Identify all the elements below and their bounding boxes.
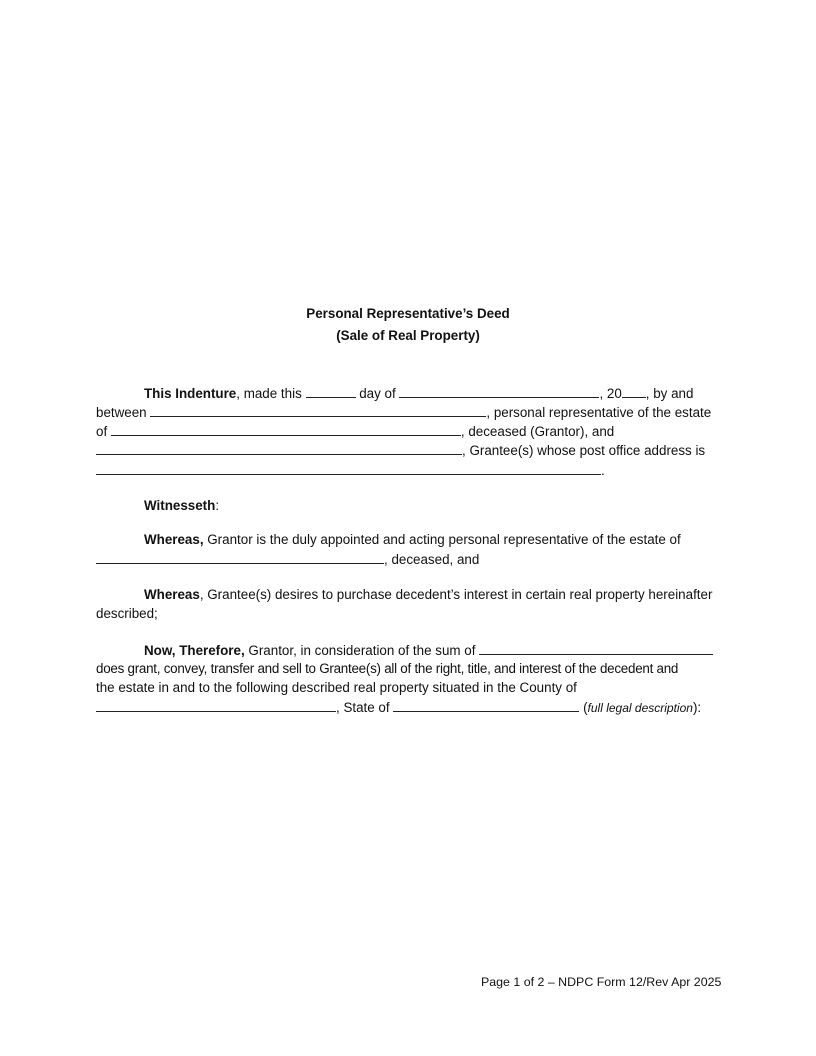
now-therefore-lead: Now, Therefore, xyxy=(144,643,245,658)
text: of xyxy=(96,424,108,439)
month-blank[interactable] xyxy=(399,384,599,398)
address-blank[interactable] xyxy=(96,461,601,475)
page-footer: Page 1 of 2 – NDPC Form 12/Rev Apr 2025 xyxy=(481,975,722,989)
year-blank[interactable] xyxy=(622,384,646,398)
text: between xyxy=(96,405,147,420)
text: , State of xyxy=(336,700,390,715)
state-blank[interactable] xyxy=(393,698,579,712)
legal-description-note: full legal description xyxy=(587,701,693,715)
estate-blank[interactable] xyxy=(111,422,461,436)
text: , personal representative of the estate xyxy=(486,405,712,420)
witnesseth-line xyxy=(144,497,219,515)
text: . xyxy=(601,463,605,478)
text: ): xyxy=(692,700,702,715)
text: , by and xyxy=(645,386,694,401)
text: , 20 xyxy=(599,386,622,401)
now-therefore-line-3 xyxy=(96,679,577,697)
indenture-lead: This Indenture xyxy=(144,386,237,401)
whereas2-line-1 xyxy=(144,586,712,604)
county-blank[interactable] xyxy=(96,698,336,712)
personal-representative-blank[interactable] xyxy=(150,403,486,417)
whereas-lead: Whereas xyxy=(144,587,200,602)
text: , Grantee(s) whose post office address is xyxy=(462,443,706,458)
text: , deceased, and xyxy=(384,552,480,567)
text: the estate in and to the following described real property situated in the County of xyxy=(96,680,577,695)
text: does grant, convey, transfer and sell to Grantee(s) all of the right, title, and interest of the decedent and xyxy=(96,661,679,676)
whereas-lead: Whereas, xyxy=(144,532,204,547)
document-title: Personal Representative’s Deed xyxy=(306,306,510,321)
indenture-line-1 xyxy=(144,384,693,403)
document-subtitle: (Sale of Real Property) xyxy=(336,328,480,343)
grantee-blank[interactable] xyxy=(96,441,462,455)
text: , deceased (Grantor), and xyxy=(460,424,615,439)
now-therefore-line-4 xyxy=(96,698,701,717)
text: , made this xyxy=(236,386,302,401)
indenture-line-3 xyxy=(96,422,614,441)
witnesseth-heading: Witnesseth xyxy=(144,498,216,513)
text: day of xyxy=(359,386,396,401)
whereas1-line-1 xyxy=(144,531,681,549)
whereas2-line-2 xyxy=(96,605,158,623)
day-blank[interactable] xyxy=(306,384,356,398)
text: : xyxy=(215,498,220,513)
whereas1-line-2 xyxy=(96,550,479,569)
sum-blank[interactable] xyxy=(479,641,713,655)
now-therefore-line-2 xyxy=(96,660,678,678)
text: Grantor is the duly appointed and acting personal representative of the estate of xyxy=(203,532,681,547)
indenture-line-5 xyxy=(96,461,605,480)
decedent-estate-blank[interactable] xyxy=(96,550,384,564)
text: , Grantee(s) desires to purchase decedent’s interest in certain real property hereinafter xyxy=(199,587,713,602)
text: Grantor, in consideration of the sum of xyxy=(244,643,476,658)
text: ( xyxy=(583,700,588,715)
now-therefore-line-1 xyxy=(144,641,713,660)
text: described; xyxy=(96,606,158,621)
indenture-line-2 xyxy=(96,403,711,422)
indenture-line-4 xyxy=(96,441,705,460)
